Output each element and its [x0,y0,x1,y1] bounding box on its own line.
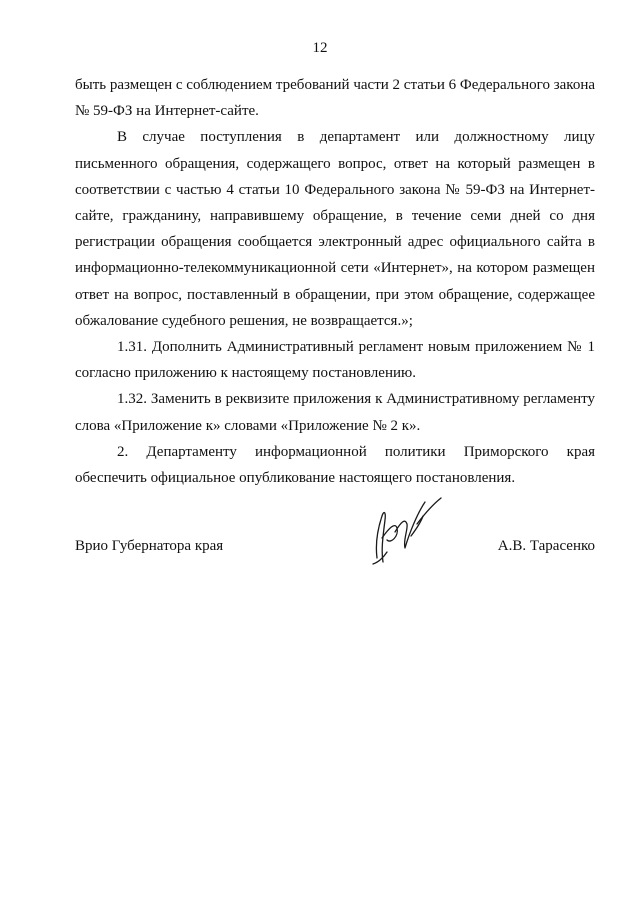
handwritten-signature [365,492,455,567]
paragraph-1-32: 1.32. Заменить в реквизите приложения к Административному регламенту слова «Приложение к» словами «Приложение № 2 к». [75,391,595,434]
signer-name: А.В. Тарасенко [497,538,595,554]
paragraph-continuation: быть размещен с соблюдением требований части 2 статьи 6 Федерального закона № 59-ФЗ на Интернет-сайте. [75,77,595,120]
paragraph-1-31: 1.31. Дополнить Административный регламент новым приложением № 1 согласно приложению к настоящему постановлению. [75,339,595,382]
signer-title: Врио Губернатора края [75,538,224,554]
page-number: 12 [312,40,328,56]
paragraph-appeal-response: В случае поступления в департамент или должностному лицу письменного обращения, содержащего вопрос, ответ на который размещен в соответствии с частью 4 статьи 10 Федерального закона № 59-ФЗ на Интернет-сайте, гражданину, направившему обращение, в течение семи дней со дня регистрации обращения сообщается электронный адрес официального сайта в информационно-телекоммуникационной сети «Интернет», на котором размещен ответ на вопрос, поставленный в обращении, при этом обращение, содержащее обжалование судебного решения, не возвращается.»; [75,129,595,329]
document-body [75,72,595,491]
paragraph-2: 2. Департаменту информационной политики Приморского края обеспечить официальное опубликование настоящего постановления. [75,443,595,487]
